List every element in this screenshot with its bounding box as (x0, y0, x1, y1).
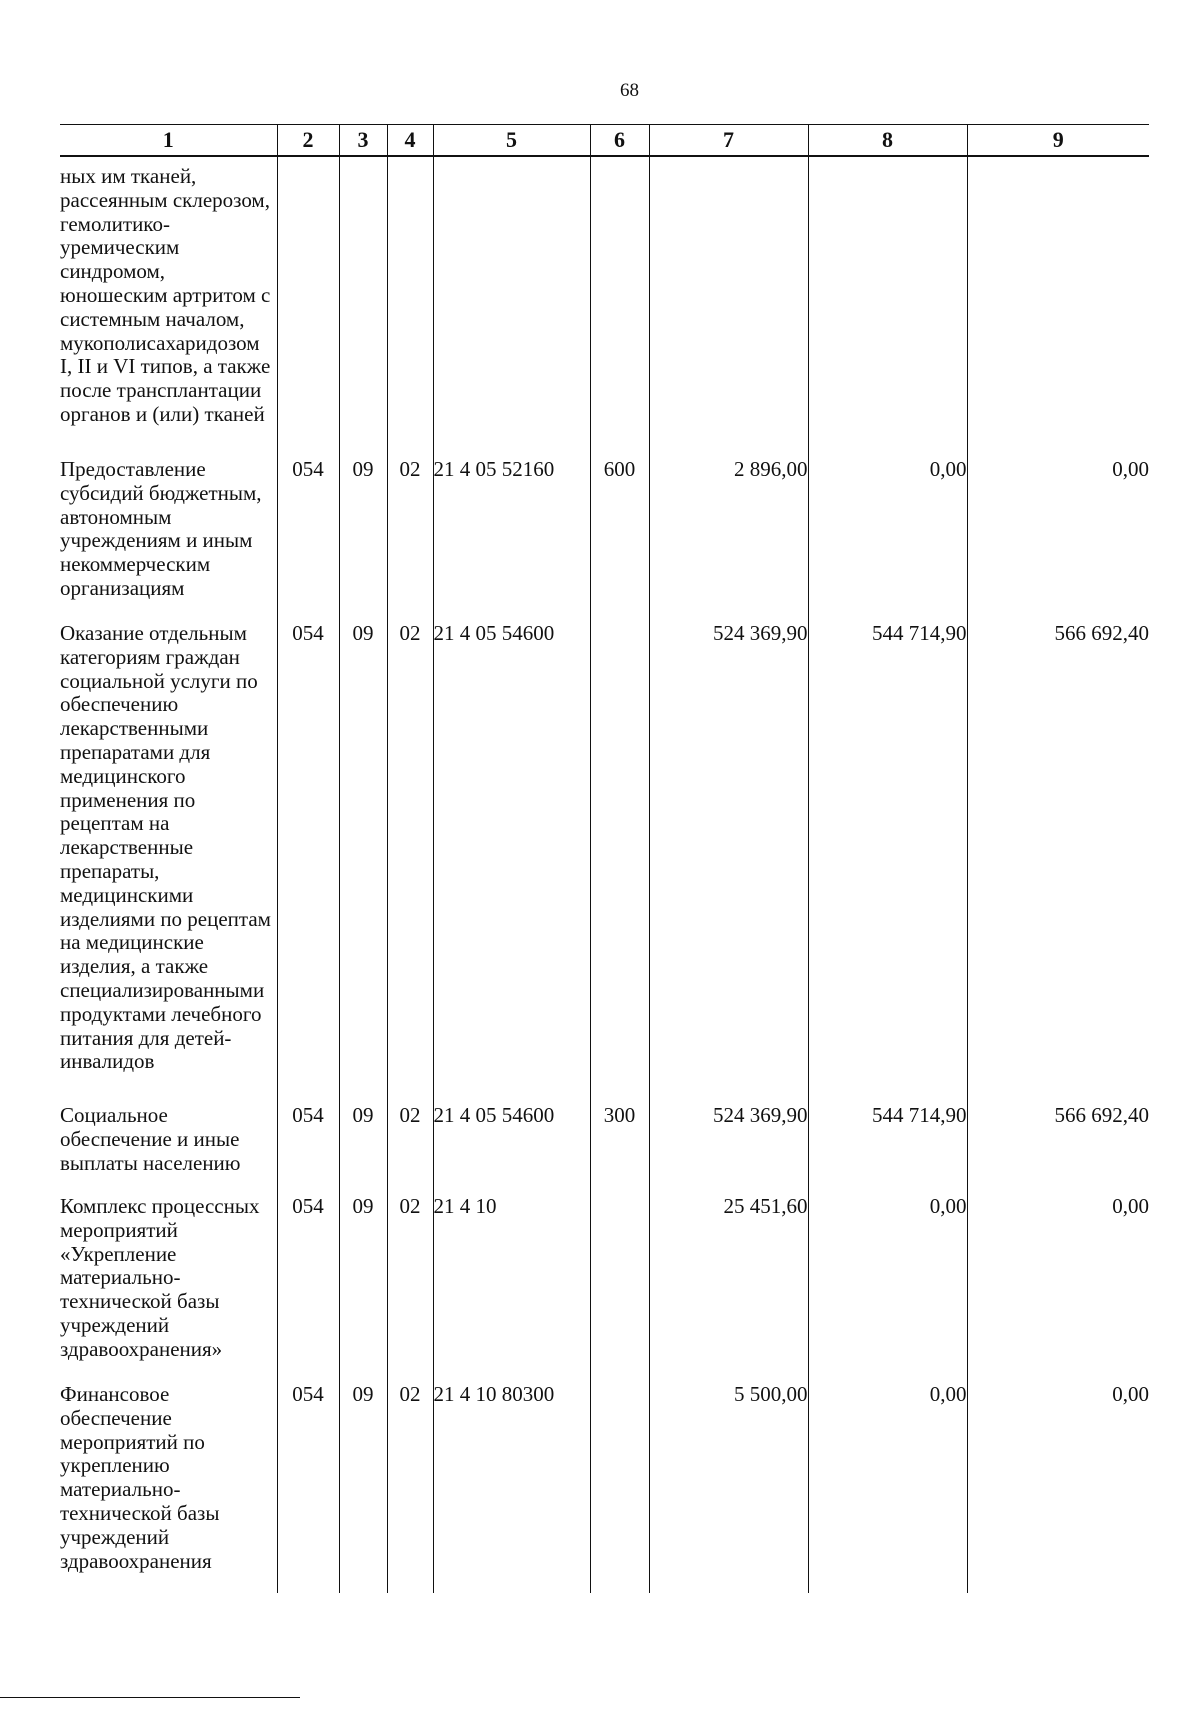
row-amount-col9-cell (967, 156, 1149, 458)
row-target-article-cell: 21 4 05 54600 (433, 1104, 590, 1195)
table-row (60, 622, 1149, 1104)
row-section-code-cell: 09 (339, 1383, 387, 1593)
row-target-article-cell: 21 4 05 54600 (433, 622, 590, 1104)
page-number: 68 (620, 80, 639, 101)
row-name-cell: Оказание отдельным категориям граждан социальной услуги по обеспечению лекарственными препаратами для медицинского применения по рецептам на лекарственные препараты, медицинскими изделиями по рецептам на медицинские изделия, а также специализированными продуктами лечебного питания для детей-инвалидов (60, 621, 271, 1074)
row-ministry-code-cell: 054 (277, 458, 339, 622)
row-subsection-code-cell: 02 (387, 622, 433, 1104)
row-expense-type-cell: 600 (590, 458, 649, 622)
table-header-row (60, 125, 1149, 157)
header-col-5: 5 (433, 125, 590, 157)
budget-table (60, 124, 1149, 1593)
row-ministry-code-cell: 054 (277, 1104, 339, 1195)
table-row (60, 458, 1149, 622)
row-section-code-cell: 09 (339, 1104, 387, 1195)
row-amount-col7-cell: 5 500,00 (649, 1383, 808, 1593)
table-row (60, 1383, 1149, 1593)
row-amount-col8-cell: 0,00 (808, 458, 967, 622)
row-name-cell: ных им тканей, рассеянным склерозом, гемолитико-уремическим синдромом, юношеским артритом с системным началом, мукополисахаридозом I, II и VI типов, а также после трансплантации органов и (или) тканей (60, 164, 271, 426)
row-amount-col9-cell: 566 692,40 (967, 622, 1149, 1104)
row-subsection-code-cell: 02 (387, 1383, 433, 1593)
header-col-8: 8 (808, 125, 967, 157)
row-amount-col8-cell: 0,00 (808, 1383, 967, 1593)
row-amount-col8-cell: 544 714,90 (808, 622, 967, 1104)
row-amount-col7-cell: 524 369,90 (649, 622, 808, 1104)
row-expense-type-cell (590, 622, 649, 1104)
row-subsection-code-cell: 02 (387, 1195, 433, 1383)
page-bottom-rule (0, 1697, 300, 1698)
row-name-cell: Социальное обеспечение и иные выплаты населению (60, 1103, 241, 1175)
row-expense-type-cell: 300 (590, 1104, 649, 1195)
header-col-7: 7 (649, 125, 808, 157)
row-amount-col8-cell: 0,00 (808, 1195, 967, 1383)
row-name-cell: Комплекс процессных мероприятий «Укрепление материально-технической базы учреждений здравоохранения» (60, 1194, 260, 1361)
table-row (60, 1104, 1149, 1195)
row-target-article-cell: 21 4 10 80300 (433, 1383, 590, 1593)
table-row (60, 1195, 1149, 1383)
row-amount-col7-cell: 524 369,90 (649, 1104, 808, 1195)
row-ministry-code-cell: 054 (277, 1383, 339, 1593)
header-col-4: 4 (387, 125, 433, 157)
header-col-6: 6 (590, 125, 649, 157)
row-subsection-code-cell (387, 156, 433, 458)
header-col-3: 3 (339, 125, 387, 157)
table-row (60, 156, 1149, 458)
row-amount-col9-cell: 566 692,40 (967, 1104, 1149, 1195)
row-subsection-code-cell: 02 (387, 1104, 433, 1195)
row-amount-col7-cell: 2 896,00 (649, 458, 808, 622)
row-ministry-code-cell: 054 (277, 1195, 339, 1383)
row-target-article-cell: 21 4 05 52160 (433, 458, 590, 622)
row-name-cell: Предоставление субсидий бюджетным, автономным учреждениям и иным некоммерческим организациям (60, 457, 262, 600)
header-col-2: 2 (277, 125, 339, 157)
row-amount-col9-cell: 0,00 (967, 1383, 1149, 1593)
row-amount-col7-cell: 25 451,60 (649, 1195, 808, 1383)
row-amount-col8-cell: 544 714,90 (808, 1104, 967, 1195)
row-amount-col8-cell (808, 156, 967, 458)
row-target-article-cell (433, 156, 590, 458)
row-ministry-code-cell: 054 (277, 622, 339, 1104)
row-section-code-cell (339, 156, 387, 458)
row-amount-col9-cell: 0,00 (967, 1195, 1149, 1383)
row-ministry-code-cell (277, 156, 339, 458)
row-expense-type-cell (590, 1195, 649, 1383)
row-section-code-cell: 09 (339, 622, 387, 1104)
header-col-1: 1 (60, 125, 277, 157)
row-section-code-cell: 09 (339, 458, 387, 622)
row-amount-col7-cell (649, 156, 808, 458)
header-col-9: 9 (967, 125, 1149, 157)
row-name-cell: Финансовое обеспечение мероприятий по укреплению материально-технической базы учреждений здравоохранения (60, 1382, 220, 1573)
row-amount-col9-cell: 0,00 (967, 458, 1149, 622)
row-target-article-cell: 21 4 10 (433, 1195, 590, 1383)
row-expense-type-cell (590, 1383, 649, 1593)
row-section-code-cell: 09 (339, 1195, 387, 1383)
row-subsection-code-cell: 02 (387, 458, 433, 622)
row-expense-type-cell (590, 156, 649, 458)
